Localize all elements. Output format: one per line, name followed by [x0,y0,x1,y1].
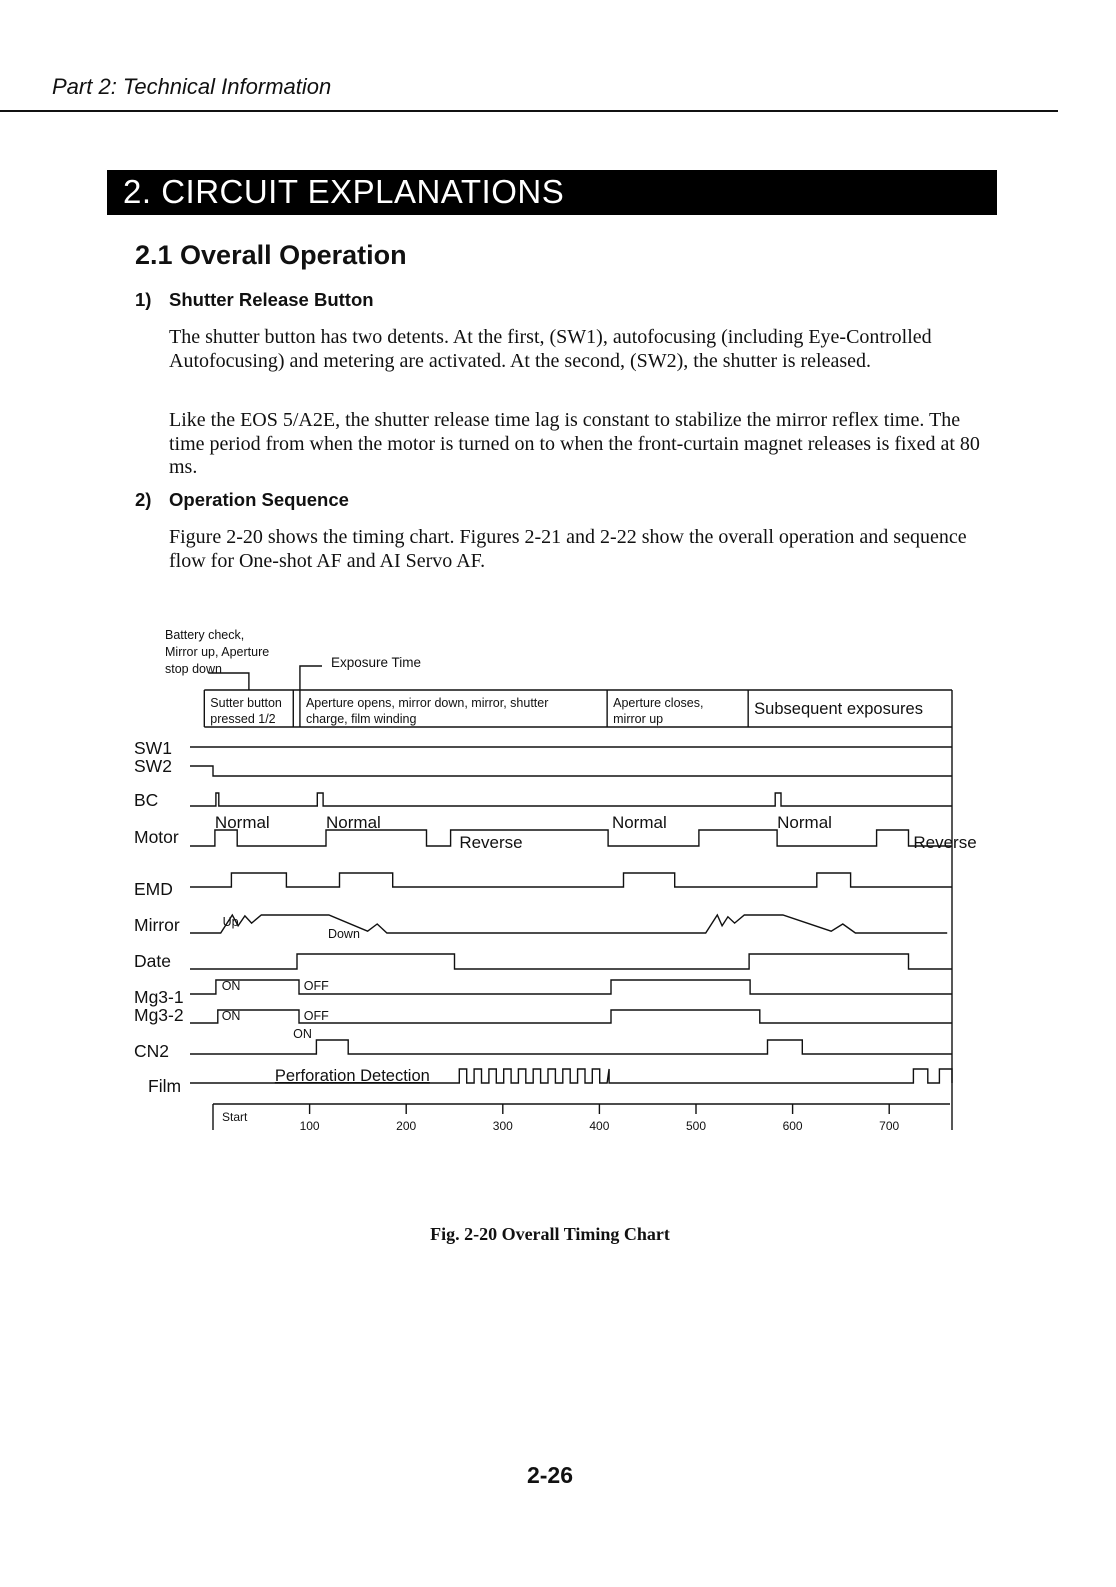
signal-trace-cn2 [190,1040,952,1054]
item-heading-2 [135,489,349,511]
section-banner [107,170,997,215]
signal-label-emd: EMD [134,879,173,899]
item-number-2: 2) [135,489,152,510]
exposure-leader [300,666,322,690]
motor-label-3: Reverse [459,833,523,852]
motor-label-6: Reverse [913,833,977,852]
item-title-1: Shutter Release Button [169,289,374,310]
paragraph-1: The shutter button has two detents. At the first, (SW1), autofocusing (including Eye-Controlled Autofocusing) and metering are activated. At the second, (SW2), the shutter is released. [169,326,932,372]
phase-1-line-1: Sutter button [210,696,282,710]
cn2-label-1: ON [293,1027,312,1041]
motor-label-2: Normal [326,813,381,832]
tick-label-300: 300 [492,1119,513,1133]
subsection-title: 2.1 Overall Operation [135,240,407,270]
mg3-1-label-1: ON [221,979,241,993]
signal-trace-emd [190,873,952,887]
paragraph-2: Like the EOS 5/A2E, the shutter release time lag is constant to stabilize the mirror reflex time. The time period from when the motor is turned on to when the front-curtain magnet releases is fixed at 80 ms. [169,409,980,478]
motor-label-5: Normal [777,813,832,832]
header-rule [0,110,1058,112]
mirror-label-up: Up [222,915,239,929]
section-title: 2. CIRCUIT EXPLANATIONS [123,173,565,210]
running-header: Part 2: Technical Information [52,74,332,99]
signal-label-mirror: Mirror [134,915,180,935]
battery-note-line-2: Mirror up, Aperture [165,645,270,659]
timing-chart [0,600,1116,1160]
phase-2-line-2: charge, film winding [305,712,417,726]
item-heading-1 [135,289,374,311]
signal-label-cn2: CN2 [134,1041,170,1061]
item-title-2: Operation Sequence [169,489,349,510]
mg3-1-label-2: OFF [303,979,329,993]
phase-1-line-2: pressed 1/2 [210,712,276,726]
film-label-perforation: Perforation Detection [274,1067,430,1085]
signal-label-film: Film [148,1076,182,1096]
phase-3-line-1: Aperture closes, [613,696,704,710]
motor-label-4: Normal [611,813,667,832]
battery-note-line-3: stop down [165,662,222,676]
signal-label-sw2: SW2 [134,756,172,776]
signal-trace-mirror [190,915,947,933]
signal-label-mg3-1: Mg3-1 [134,987,184,1007]
figure-caption: Fig. 2-20 Overall Timing Chart [430,1224,670,1244]
tick-label-500: 500 [685,1119,707,1133]
signal-label-sw1: SW1 [134,738,172,758]
mirror-label-down: Down [327,927,360,941]
signal-label-mg3-2: Mg3-2 [134,1005,184,1025]
tick-label-start: Start [222,1110,248,1124]
phase-2-line-1: Aperture opens, mirror down, mirror, shutter [305,696,549,710]
signal-label-bc: BC [134,790,159,810]
phase-3-line-2: mirror up [613,712,664,726]
signal-trace-motor [190,830,952,846]
signal-trace-date [190,954,952,969]
mg3-2-label-1: ON [221,1009,241,1023]
signal-label-date: Date [134,951,171,971]
tick-label-700: 700 [879,1119,900,1133]
tick-label-600: 600 [782,1119,803,1133]
exposure-time-label: Exposure Time [331,655,422,670]
page-number: 2-26 [526,1462,574,1488]
signal-trace-bc [190,793,952,806]
battery-note-line-1: Battery check, [165,628,245,642]
signal-trace-sw2 [190,766,952,776]
item-number-1: 1) [135,289,152,310]
phase-4-line-1: Subsequent exposures [754,700,923,718]
motor-label-1: Normal [214,813,270,832]
tick-label-200: 200 [396,1119,417,1133]
tick-label-100: 100 [299,1119,320,1133]
paragraph-3: Figure 2-20 shows the timing chart. Figures 2-21 and 2-22 show the overall operation and sequence flow for One-shot AF and AI Servo AF. [169,526,967,572]
mg3-2-label-2: OFF [303,1009,329,1023]
tick-label-400: 400 [589,1119,610,1133]
signal-label-motor: Motor [134,827,179,847]
